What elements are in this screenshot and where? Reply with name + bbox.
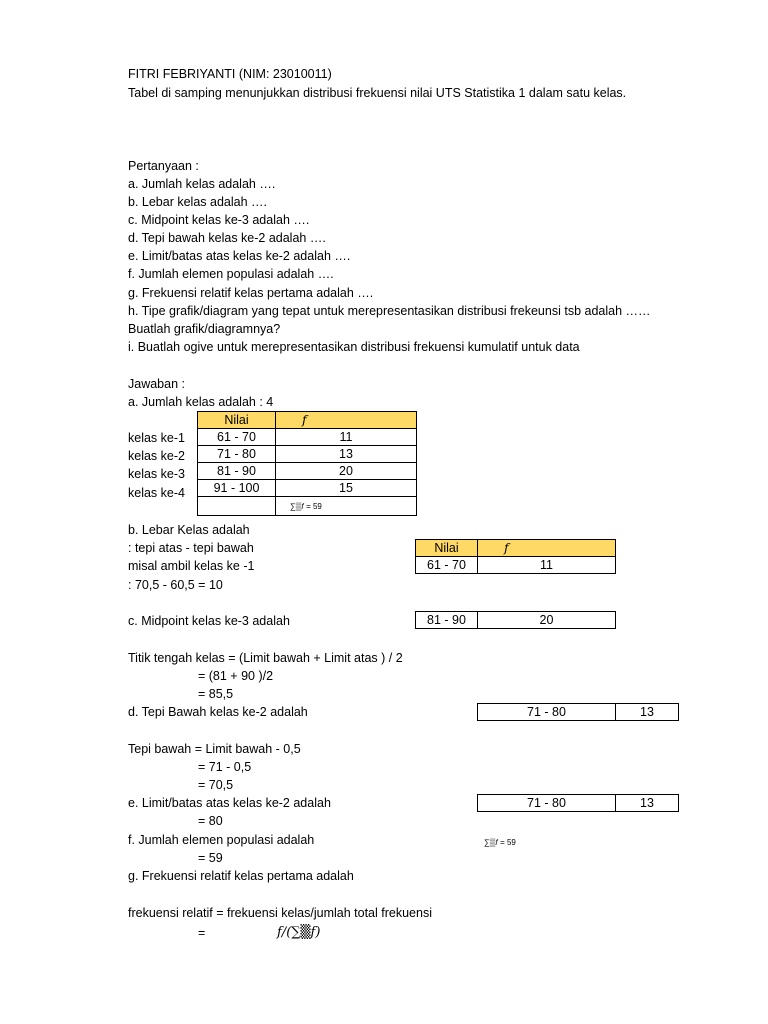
midpoint-formula: Titik tengah kelas = (Limit bawah + Limit atas ) / 2	[128, 651, 403, 665]
table-header-row	[198, 412, 417, 429]
f-cell: 13	[276, 446, 417, 463]
table-row	[478, 795, 679, 812]
answer-b-line: : 70,5 - 60,5 = 10	[128, 578, 223, 592]
answer-e-text: e. Limit/batas atas kelas ke-2 adalah	[128, 796, 331, 810]
table-row	[416, 557, 616, 574]
sum-formula: ∑▒𝑓 = 59	[290, 502, 322, 511]
f-cell: 11	[478, 557, 616, 574]
lower-boundary-step: = 71 - 0,5	[198, 760, 252, 774]
question-h: h. Tipe grafik/diagram yang tepat untuk merepresentasikan distribusi frekeunsi tsb adalah ……	[128, 304, 651, 318]
answer-b-title: b. Lebar Kelas adalah	[128, 523, 250, 537]
frequency-table	[197, 411, 417, 516]
answer-g-text: g. Frekuensi relatif kelas pertama adalah	[128, 869, 354, 883]
header-f	[276, 412, 417, 429]
nilai-cell: 61 - 70	[416, 557, 478, 574]
midpoint-table	[415, 611, 616, 629]
header-nilai: Nilai	[198, 412, 276, 429]
midpoint-step: = (81 + 90 )/2	[198, 669, 274, 683]
table-row	[478, 704, 679, 721]
answer-f-text: f. Jumlah elemen populasi adalah	[128, 833, 315, 847]
answer-d-text: d. Tepi Bawah kelas ke-2 adalah	[128, 705, 308, 719]
table-header-row	[416, 540, 616, 557]
upper-limit-result: = 80	[198, 814, 223, 828]
table-row	[198, 429, 417, 446]
nilai-cell: 61 - 70	[198, 429, 276, 446]
f-cell: 20	[478, 612, 616, 629]
f-cell: 13	[616, 704, 679, 721]
table-sum-row	[198, 497, 417, 516]
table-row	[198, 463, 417, 480]
answer-c-text: c. Midpoint kelas ke-3 adalah	[128, 614, 290, 628]
table-row	[198, 480, 417, 497]
question-b: b. Lebar kelas adalah ….	[128, 195, 267, 209]
row-label: kelas ke-2	[128, 449, 185, 463]
intro-text: Tabel di samping menunjukkan distribusi frekuensi nilai UTS Statistika 1 dalam satu kelas.	[128, 86, 627, 100]
question-g: g. Frekuensi relatif kelas pertama adalah ….	[128, 286, 374, 300]
lower-boundary-formula: Tepi bawah = Limit bawah - 0,5	[128, 742, 301, 756]
header-f	[478, 540, 616, 557]
nilai-cell: 91 - 100	[198, 480, 276, 497]
upper-limit-table	[477, 794, 679, 812]
f-cell: 20	[276, 463, 417, 480]
sum-cell	[276, 497, 417, 516]
answers-title: Jawaban :	[128, 377, 185, 391]
question-h-cont: Buatlah grafik/diagramnya?	[128, 322, 281, 336]
nilai-cell: 81 - 90	[416, 612, 478, 629]
f-symbol: 𝑓	[302, 412, 307, 427]
equals-sign: =	[198, 926, 206, 940]
question-a: a. Jumlah kelas adalah ….	[128, 177, 276, 191]
author-name: FITRI FEBRIYANTI (NIM: 23010011)	[128, 67, 332, 81]
empty-cell	[198, 497, 276, 516]
question-d: d. Tepi bawah kelas ke-2 adalah ….	[128, 231, 326, 245]
table-row	[198, 446, 417, 463]
header-nilai: Nilai	[416, 540, 478, 557]
answer-a-text: a. Jumlah kelas adalah : 4	[128, 395, 274, 409]
lower-boundary-table	[477, 703, 679, 721]
population-result: = 59	[198, 851, 223, 865]
population-sum: ∑▒𝑓 = 59	[484, 838, 516, 847]
nilai-cell: 71 - 80	[478, 704, 616, 721]
relative-frequency-formula: frekuensi relatif = frekuensi kelas/jumlah total frekuensi	[128, 906, 432, 920]
questions-title: Pertanyaan :	[128, 159, 199, 173]
question-i: i. Buatlah ogive untuk merepresentasikan distribusi frekuensi kumulatif untuk data	[128, 340, 580, 354]
question-e: e. Limit/batas atas kelas ke-2 adalah ….	[128, 249, 351, 263]
class-width-table	[415, 539, 616, 574]
row-label: kelas ke-4	[128, 486, 185, 500]
question-c: c. Midpoint kelas ke-3 adalah ….	[128, 213, 310, 227]
lower-boundary-result: = 70,5	[198, 778, 234, 792]
table-row	[416, 612, 616, 629]
nilai-cell: 71 - 80	[198, 446, 276, 463]
nilai-cell: 71 - 80	[478, 795, 616, 812]
question-f: f. Jumlah elemen populasi adalah ….	[128, 267, 334, 281]
nilai-cell: 81 - 90	[198, 463, 276, 480]
f-cell: 15	[276, 480, 417, 497]
row-label: kelas ke-3	[128, 467, 185, 481]
f-cell: 13	[616, 795, 679, 812]
f-cell: 11	[276, 429, 417, 446]
answer-b-line: misal ambil kelas ke -1	[128, 559, 255, 573]
midpoint-result: = 85,5	[198, 687, 234, 701]
answer-b-line: : tepi atas - tepi bawah	[128, 541, 254, 555]
f-symbol: 𝑓	[504, 540, 509, 555]
row-label: kelas ke-1	[128, 431, 185, 445]
relative-frequency-expression: 𝑓/(∑▒𝑓)	[277, 925, 321, 940]
